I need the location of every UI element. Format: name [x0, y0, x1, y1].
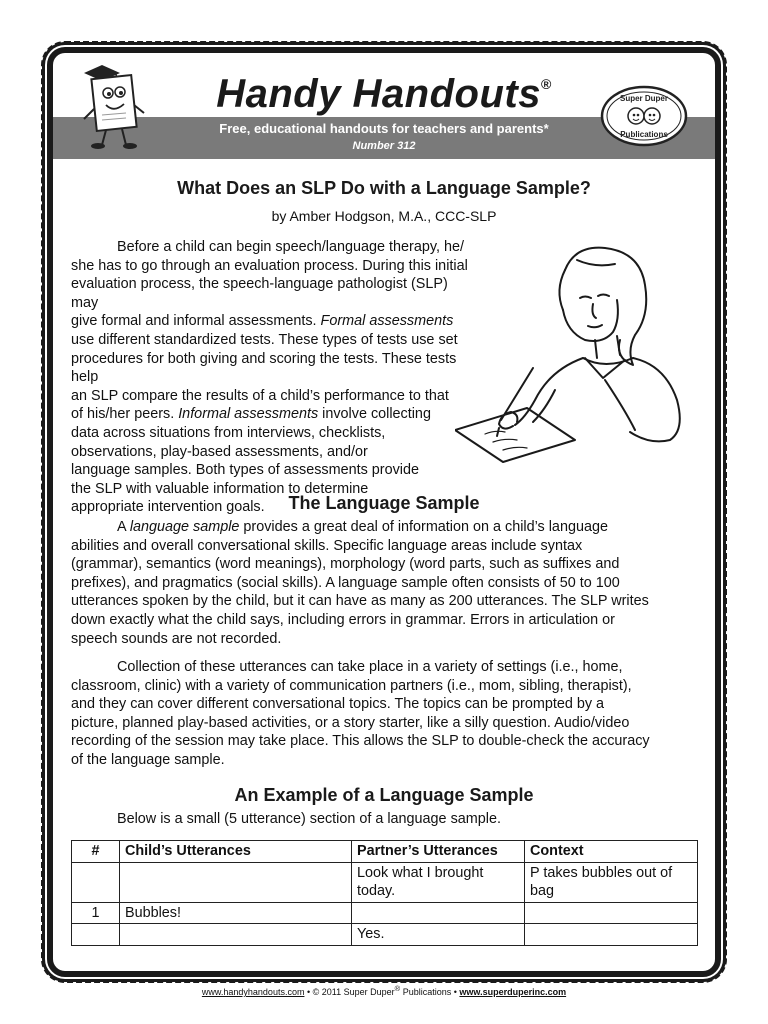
language-sample-table: [71, 840, 698, 946]
super-duper-logo: [600, 85, 688, 147]
table-cell: [352, 902, 525, 924]
tagline: Free, educational handouts for teachers and parents*: [219, 121, 549, 136]
table-cell: [120, 862, 352, 902]
col-header-child: Child’s Utterances: [120, 841, 352, 863]
intro-paragraph: Before a child can begin speech/language therapy, he/ she has to go through an evaluation process. During this initial evaluation process, the speech-language pathologist (SLP) may give formal and informal assessments. Formal assessments use different standardized tests. These types of tests use set procedures for both giving and scoring the tests. These tests help an SLP compare the results of a child’s performance to that of his/her peers. Informal assessments involve collecting data across situations from interviews, checklists, observations, play-based assessments, and/or language samples. Both types of assessments provide the SLP with valuable information to determine appropriate intervention goals.: [71, 239, 468, 516]
byline: by Amber Hodgson, M.A., CCC-SLP: [271, 208, 497, 224]
handyhandouts-link[interactable]: www.handyhandouts.com: [201, 987, 305, 997]
handout-series-title: Handy Handouts®: [216, 72, 552, 116]
table-cell: P takes bubbles out of bag: [525, 862, 698, 902]
table-cell: Yes.: [352, 924, 525, 946]
table-row: [72, 924, 698, 946]
footer-separator: •: [306, 987, 311, 997]
handout-number: Number 312: [352, 140, 416, 152]
footer-publications: Publications: [402, 987, 452, 997]
table-cell: Bubbles!: [120, 902, 352, 924]
col-header-partner: Partner’s Utterances: [352, 841, 525, 863]
table-header-row: [72, 841, 698, 863]
logo-text-top: Super Duper: [619, 94, 669, 103]
section-heading-example: An Example of a Language Sample: [234, 785, 534, 805]
table-cell: [525, 924, 698, 946]
footer-separator: •: [453, 987, 457, 997]
table-row: [72, 862, 698, 902]
superduper-link[interactable]: www.superduperinc.com: [459, 987, 567, 997]
logo-text-bottom: Publications: [620, 130, 668, 139]
table-cell: Look what I brought today.: [352, 862, 525, 902]
article-title: What Does an SLP Do with a Language Sample?: [177, 178, 591, 198]
example-intro: Below is a small (5 utterance) section of a language sample.: [117, 811, 501, 827]
table-cell: [72, 862, 120, 902]
footer-copyright: © 2011 Super Duper: [312, 987, 395, 997]
footer: [0, 984, 768, 997]
col-header-number: #: [72, 841, 120, 863]
table-cell: [525, 902, 698, 924]
footer-reg-mark: ®: [394, 984, 401, 993]
language-sample-paragraph-2: Collection of these utterances can take place in a variety of settings (i.e., home, classroom, clinic) with a variety of communication partners (i.e., mom, sibling, therapist), and they can cover different conversational topics. The topics can be prompted by a picture, planned play-based activities, or a story starter, like a silly question. Audio/video recording of the session may take place. This allows the SLP to double-check the accuracy of the language sample.: [71, 659, 650, 768]
table-cell: [72, 924, 120, 946]
language-sample-paragraph-1: A language sample provides a great deal of information on a child’s language abilities and overall conversational skills. Specific language areas include syntax (grammar), semantics (word meanings), morphology (word parts, such as suffixes and prefixes), and pragmatics (social skills). A language sample often consists of 50 to 100 utterances spoken by the child, but it can have as many as 200 utterances. The SLP writes down exactly what the child says, including errors in grammar. Errors in articulation or speech sounds are not recorded.: [71, 519, 649, 647]
table-row: [72, 902, 698, 924]
table-cell: [120, 924, 352, 946]
girl-writing-illustration: [455, 240, 695, 465]
col-header-context: Context: [525, 841, 698, 863]
section-heading-language-sample: The Language Sample: [288, 493, 480, 513]
table-cell: 1: [72, 902, 120, 924]
